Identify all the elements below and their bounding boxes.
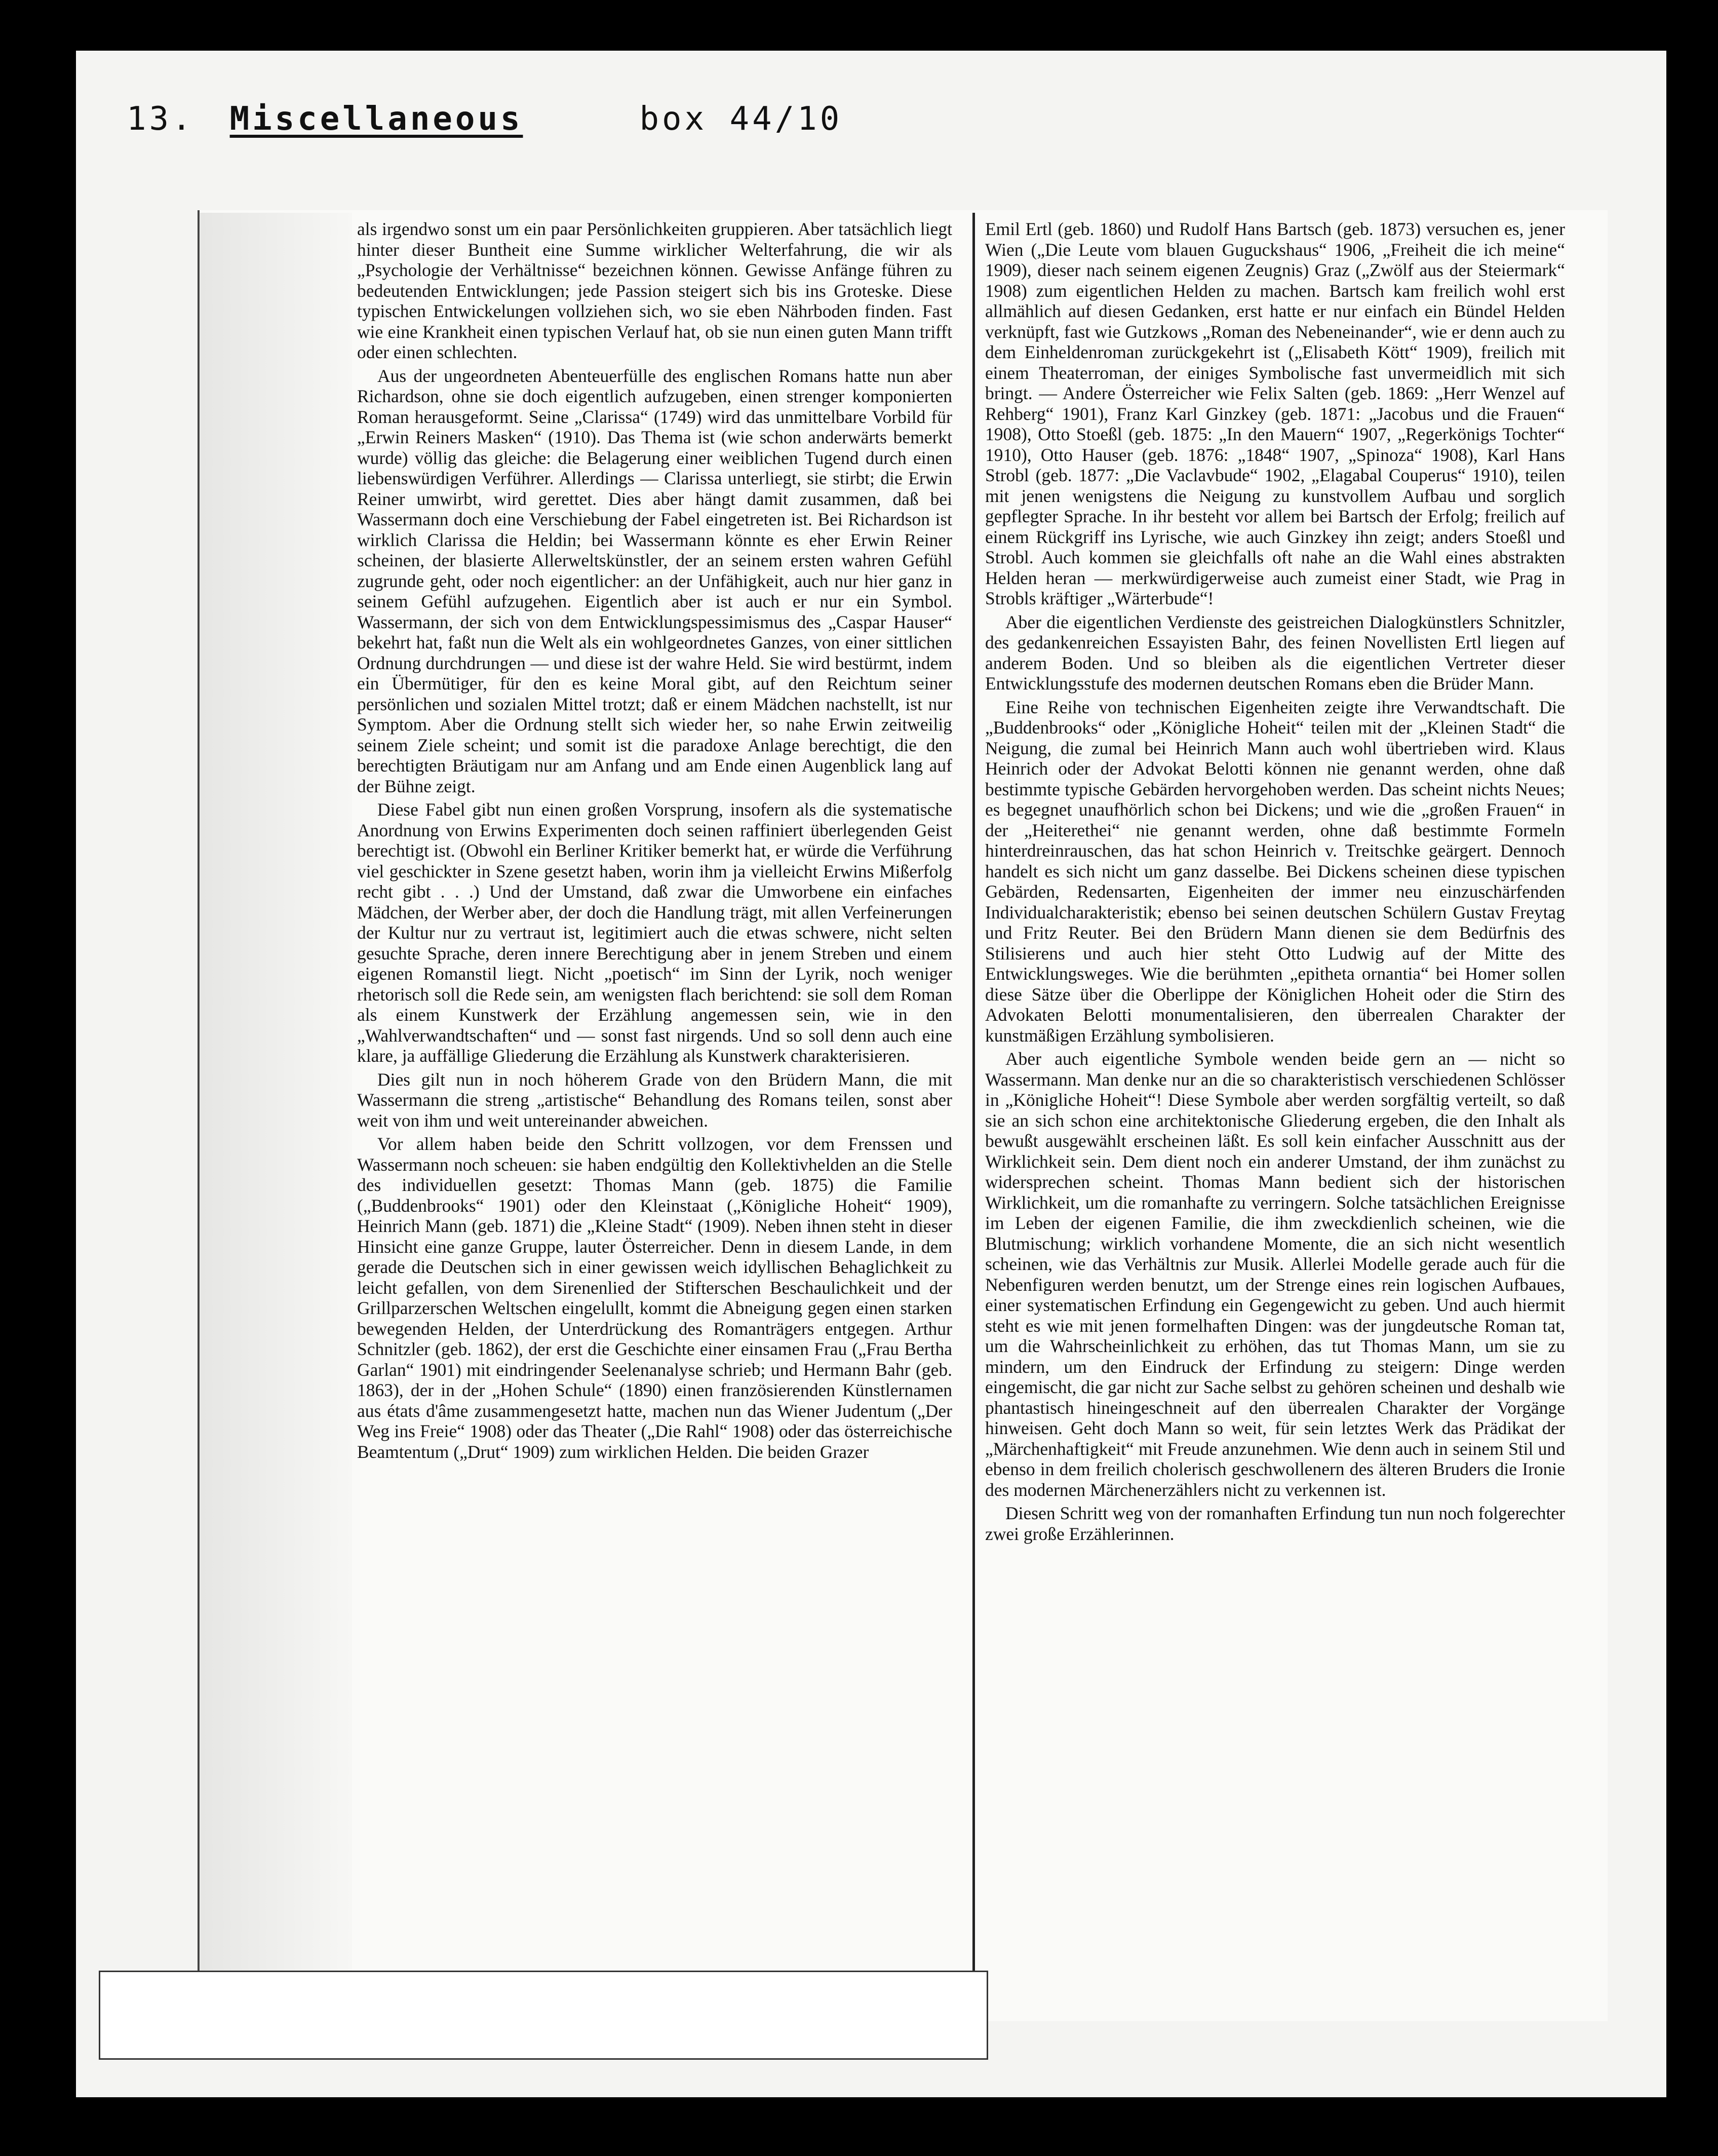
- archive-header: [127, 89, 842, 149]
- paragraph: Aus der ungeordneten Abenteuerfülle des englischen Romans hatte nun aber Richardson, ohne sie doch eigentlich aufzugeben, einen strenger komponierten Roman herausgeformt. Seine „Clarissa“ (1749) wird das unmittelbare Vorbild für „Erwin Reiners Masken“ (1910). Das Thema ist (wie schon anderwärts bemerkt wurde) völlig das gleiche: die Belagerung einer weiblichen Tugend durch einen liebenswürdigen Verführer. Allerdings — Clarissa unterliegt, sie stirbt; die Erwin Reiner umwirbt, wird gerettet. Dies aber hängt damit zusammen, daß bei Wassermann doch eine Verschiebung der Fabel eingetreten ist. Bei Richardson ist wirklich Clarissa die Heldin; bei Wassermann könnte es eher Erwin Reiner scheinen, der blasierte Allerweltskünstler, der an seinem ersten wahren Gefühl zugrunde geht, oder noch eigentlicher: an der Unfähigkeit, auch nur hier ganz in seinem Gefühl aufzugehen. Eigentlich aber ist auch er nur ein Symbol. Wassermann, der sich von dem Entwicklungspessimismus des „Caspar Hauser“ bekehrt hat, faßt nun die Welt als ein wohlgeordnetes Ganzes, von einer sittlichen Ordnung durchdrungen — und diese ist der wahre Held. Sie wird bestürmt, indem ein Übermütiger, für den es keine Moral gibt, auf den Reichtum seiner persönlichen und sozialen Mittel trotzt; daß er einem Mädchen nachstellt, ist nur Symptom. Aber die Ordnung stellt sich wieder her, so nahe Erwin zeitweilig seinem Ziele scheint; und somit ist die paradoxe Anlage berechtigt, die den berechtigten Bräutigam nur am Anfang und am Ende einen Augenblick lang auf der Bühne zeigt.: [357, 365, 952, 796]
- paragraph: Diesen Schritt weg von der romanhaften Erfindung tun nun noch folgerechter zwei große Erzählerinnen.: [985, 1503, 1565, 1544]
- category-label: Miscellaneous: [229, 100, 523, 138]
- paragraph: Aber die eigentlichen Verdienste des geistreichen Dialogkünstlers Schnitzler, des gedankenreichen Essayisten Bahr, des feinen Novellisten Ertl liegen auf anderem Boden. Und so bleiben als die eigentlichen Vertreter dieser Entwicklungsstufe des modernen deutschen Romans eben die Brüder Mann.: [985, 611, 1565, 694]
- box-label: box 44/10: [639, 100, 843, 138]
- folder-number: 13.: [127, 100, 194, 138]
- paragraph: Eine Reihe von technischen Eigenheiten zeigte ihre Verwandtschaft. Die „Buddenbrooks“ oder „Königliche Hoheit“ teilen mit der „Kleinen Stadt“ die Neigung, die zumal bei Heinrich Mann auch wohl übertrieben wird. Klaus Heinrich oder der Advokat Belotti können nie genannt werden, ohne daß bestimmte typische Gebärden hervorgehoben werden. Das scheint nichts Neues; es begegnet unaufhörlich schon bei Dickens; und wie die „großen Frauen“ in der „Heiterethei“ nie genannt werden, ohne daß bestimmte Formeln hinterdreinrauschen, das hat schon Heinrich v. Treitschke geärgert. Dennoch handelt es sich nicht um ganz dasselbe. Bei Dickens scheinen diese typischen Gebärden, Redensarten, Eigenheiten der immer neu einzuschärfenden Individualcharakteristik; ebenso bei seinen deutschen Schülern Gustav Freytag und Fritz Reuter. Bei den Brüdern Mann dienen sie dem Bedürfnis des Stilisierens und auch hier steht Otto Ludwig auf der Mitte des Entwicklungsweges. Wie die berühmten „epitheta ornantia“ bei Homer sollen diese Sätze über die Oberlippe der Königlichen Hoheit oder die Stirn des Advokaten Belotti monumentalisieren, den überrealen Charakter der kunstmäßigen Erzählung symbolisieren.: [985, 697, 1565, 1046]
- paragraph: Aber auch eigentliche Symbole wenden beide gern an — nicht so Wassermann. Man denke nur an die so charakteristisch verschiedenen Schlösser in „Königliche Hoheit“! Diese Symbole aber werden sorgfältig verteilt, so daß sie an sich schon eine architektonische Gliederung ergeben, die den Inhalt als bewußt ausgewählt erscheinen läßt. Es soll kein einfacher Ausschnitt aus der Wirklichkeit sein. Dem dient noch ein anderer Umstand, der ihm zunächst zu widersprechen scheint. Thomas Mann bedient sich der historischen Wirklichkeit, um die romanhafte zu verringern. Solche tatsächlichen Ereignisse im Leben der eigenen Familie, die ihm zweckdienlich scheinen, wie die Blutmischung; wirklich vorhandene Momente, die an sich nicht wesentlich scheinen, wie das Verhältnis zur Musik. Allerlei Modelle gerade auch für die Nebenfiguren werden benutzt, um der Strenge eines rein logischen Aufbaues, einer systematischen Erfindung ein Gegengewicht zu geben. Und auch hiermit steht es wie mit jenen formelhaften Dingen: was der jungdeutsche Roman tat, um die Wahrscheinlichkeit zu erhöhen, das tut Thomas Mann, um sie zu mindern, um den Eindruck der Erfindung zu steigern: Dinge werden eingemischt, die gar nicht zur Sache selbst zu gehören scheinen und deshalb wie phantastisch hineingeschneit auf den überrealen Charakter der Vorgänge hinweisen. Geht doch Mann so weit, für sein letztes Werk das Prädikat der „Märchenhaftigkeit“ mit Freude anzunehmen. Wie denn auch in seinem Stil und ebenso in dem freilich cholerisch geschwollenern des älteren Bruders die Ironie des modernen Märchenerzählers nicht zu verkennen ist.: [985, 1049, 1565, 1500]
- blank-label-area: [99, 1971, 988, 2060]
- paragraph: Vor allem haben beide den Schritt vollzogen, vor dem Frenssen und Wassermann noch scheuen: sie haben endgültig den Kollektivhelden an die Stelle des individuellen gesetzt: Thomas Mann (geb. 1875) die Familie („Buddenbrooks“ 1901) oder den Kleinstaat („Königliche Hoheit“ 1909), Heinrich Mann (geb. 1871) die „Kleine Stadt“ (1909). Neben ihnen steht in dieser Hinsicht eine ganze Gruppe, lauter Österreicher. Denn in diesem Lande, in dem gerade die Deutschen sich in einer gewissen weich idyllischen Behaglichkeit zu leicht gefallen, von dem Sirenenlied der Stifterschen Beschaulichkeit und der Grillparzerschen Weltschen eingelullt, kommt die Abneigung gegen einen starken bewegenden Helden, der Unterdrückung des Romanträgers entgegen. Arthur Schnitzler (geb. 1862), der erst die Geschichte einer einsamen Frau („Frau Bertha Garlan“ 1901) mit eindringender Seelenanalyse schrieb; und Hermann Bahr (geb. 1863), der in der „Hohen Schule“ (1890) einen französierenden Künstlernamen aus états d'âme zusammengesetzt hatte, machen nun das Wiener Judentum („Der Weg ins Freie“ 1908) oder das Theater („Die Rahl“ 1908) oder das österreichische Beamtentum („Drut“ 1909) zum wirklichen Helden. Die beiden Grazer: [357, 1134, 952, 1462]
- paragraph: Diese Fabel gibt nun einen großen Vorsprung, insofern als die systematische Anordnung von Erwins Experimenten doch seinen raffiniert überlegenden Geist berechtigt ist. (Obwohl ein Berliner Kritiker bemerkt hat, er würde die Verführung viel geschickter in Szene gesetzt haben, worin ihm ja vielleicht Erwins Mißerfolg recht gibt . . .) Und der Umstand, daß zwar die Umworbene ein einfaches Mädchen, der Werber aber, der doch die Handlung trägt, mit allen Verfeinerungen der Kultur nur zu vertraut ist, legitimiert auch die etwas schwere, nicht selten gesuchte Sprache, deren innere Berechtigung aber in jenem Streben und einem eigenen Romanstil liegt. Nicht „poetisch“ im Sinn der Lyrik, noch weniger rhetorisch soll die Rede sein, am wenigsten flach berichtend: sie soll dem Roman als einem Kunstwerk der Erzählung angemessen sein, wie in den „Wahlverwandtschaften“ und — sonst fast nirgends. Und so soll denn auch eine klare, ja auffällige Gliederung die Erzählung als Kunstwerk charakterisieren.: [357, 799, 952, 1066]
- paragraph: Emil Ertl (geb. 1860) und Rudolf Hans Bartsch (geb. 1873) versuchen es, jener Wien („Die Leute vom blauen Guguckshaus“ 1906, „Freiheit die ich meine“ 1909), dieser nach seinem eigenen Zeugnis) Graz („Zwölf aus der Steiermark“ 1908) zum eigentlichen Helden zu machen. Bartsch kam freilich wohl erst allmählich auf diesen Gedanken, erst hatte er nur einfach ein Bündel Helden verknüpft, fast wie Gutzkows „Roman des Nebeneinander“, wie er denn auch zu dem Einheldenroman zurückgekehrt ist („Elisabeth Kött“ 1909), freilich mit einem Theaterroman, der einiges Symbolische fast unvermeidlich mit sich bringt. — Andere Österreicher wie Felix Salten (geb. 1869: „Herr Wenzel auf Rehberg“ 1901), Franz Karl Ginzkey (geb. 1871: „Jacobus und die Frauen“ 1908), Otto Stoeßl (geb. 1875: „In den Mauern“ 1907, „Regerkönigs Tochter“ 1910), Otto Hauser (geb. 1876: „1848“ 1907, „Spinoza“ 1908), Karl Hans Strobl (geb. 1877: „Die Vaclavbude“ 1902, „Elagabal Couperus“ 1910), teilen mit jenen wenigstens die Neigung zu kunstvollem Aufbau und sorglich gepflegter Sprache. In ihr besteht vor allem bei Bartsch der Erfolg; freilich auf einem Rückgriff ins Lyrische, wie auch Ginzkey ihn zeigt; anders Stoeßl und Strobl. Auch kommen sie gleichfalls oft nahe an die Wahl eines abstrakten Helden heran — merkwürdigerweise auch zumeist einer Stadt, wie Prag in Strobls kräftiger „Wärterbude“!: [985, 219, 1565, 608]
- left-column: [357, 219, 952, 1462]
- right-column: [985, 219, 1565, 1544]
- clipping-margin: [200, 213, 352, 2021]
- column-divider: [972, 213, 975, 2016]
- paragraph: Dies gilt nun in noch höherem Grade von den Brüdern Mann, die mit Wassermann die streng „artistische“ Behandlung des Romans teilen, sonst aber weit von ihm und weit untereinander abweichen.: [357, 1069, 952, 1131]
- paragraph: als irgendwo sonst um ein paar Persönlichkeiten gruppieren. Aber tatsächlich liegt hinter dieser Buntheit eine Summe wirklicher Welterfahrung, die wir als „Psychologie der Verhältnisse“ bezeichnen können. Gewisse Anfänge führen zu bedeutenden Entwicklungen; jede Passion steigert sich bis ins Groteske. Diese typischen Entwickelungen vollziehen sich, wo sie eben Nährboden finden. Fast wie eine Krankheit einen typischen Verlauf hat, ob sie nun einen guten Mann trifft oder einen schlechten.: [357, 219, 952, 362]
